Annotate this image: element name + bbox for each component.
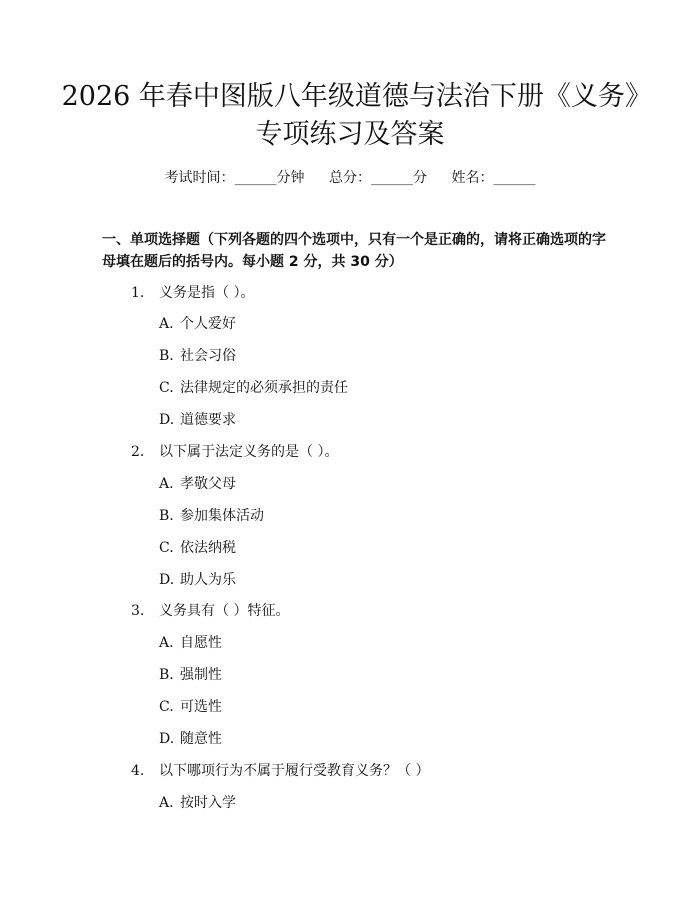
option-letter: A.	[159, 795, 174, 811]
student-name-field	[451, 168, 535, 188]
document-title: 2026 年春中图版八年级道德与法治下册《义务》专项练习及答案	[61, 81, 639, 150]
option-letter: B.	[159, 667, 174, 683]
option-letter: D.	[159, 412, 175, 428]
student-name-blank: ______	[493, 170, 536, 186]
total-score-label: 总分：	[329, 170, 371, 186]
option-letter: A.	[159, 476, 174, 492]
option-letter: C.	[159, 380, 174, 396]
option-text: 法律规定的必须承担的责任	[180, 380, 348, 396]
option-text: 社会习俗	[180, 348, 236, 364]
option-text: 自愿性	[180, 635, 222, 651]
option-text: 助人为乐	[180, 572, 236, 588]
question-text: 以下哪项行为不属于履行受教育义务？（ ）	[159, 763, 430, 779]
option-text: 随意性	[180, 731, 222, 747]
question-text: 义务具有（ ）特征。	[159, 603, 290, 619]
option-text: 依法纳税	[180, 540, 236, 556]
exam-time-label: 考试时间：	[164, 170, 235, 186]
option-text: 强制性	[180, 667, 222, 683]
option-text: 参加集体活动	[180, 508, 264, 524]
total-score-field	[329, 168, 427, 188]
student-name-label: 姓名：	[451, 170, 494, 186]
option-letter: A.	[159, 316, 174, 332]
total-score-unit: 分	[413, 170, 427, 186]
option-text: 孝敬父母	[180, 476, 236, 492]
option-letter: B.	[159, 508, 174, 524]
option-text: 道德要求	[180, 412, 236, 428]
option-letter: C.	[159, 540, 174, 556]
total-score-blank: ______	[371, 170, 413, 186]
section-heading: 一、单项选择题（下列各题的四个选项中，只有一个是正确的，请将正确选项的字母填在题后的括号内。每小题 2 分，共 30 分）	[102, 232, 606, 270]
option-letter: B.	[159, 348, 174, 364]
exam-time-blank: ______	[234, 170, 277, 186]
exam-info-line	[0, 168, 700, 188]
option-text: 按时入学	[180, 795, 236, 811]
exam-time-unit: 分钟	[276, 170, 305, 186]
question-number: 2.	[131, 444, 145, 460]
question-text: 义务是指（ ）。	[159, 285, 255, 301]
question-number: 4.	[131, 763, 145, 779]
option-letter: C.	[159, 699, 174, 715]
question-number: 3.	[131, 603, 145, 619]
question-number: 1.	[131, 285, 145, 301]
option-letter: D.	[159, 572, 175, 588]
option-text: 可选性	[180, 699, 222, 715]
option-letter: A.	[159, 635, 174, 651]
option-text: 个人爱好	[180, 316, 236, 332]
exam-time-field	[165, 168, 305, 188]
question-text: 以下属于法定义务的是（ ）。	[159, 444, 339, 460]
option-letter: D.	[159, 731, 175, 747]
